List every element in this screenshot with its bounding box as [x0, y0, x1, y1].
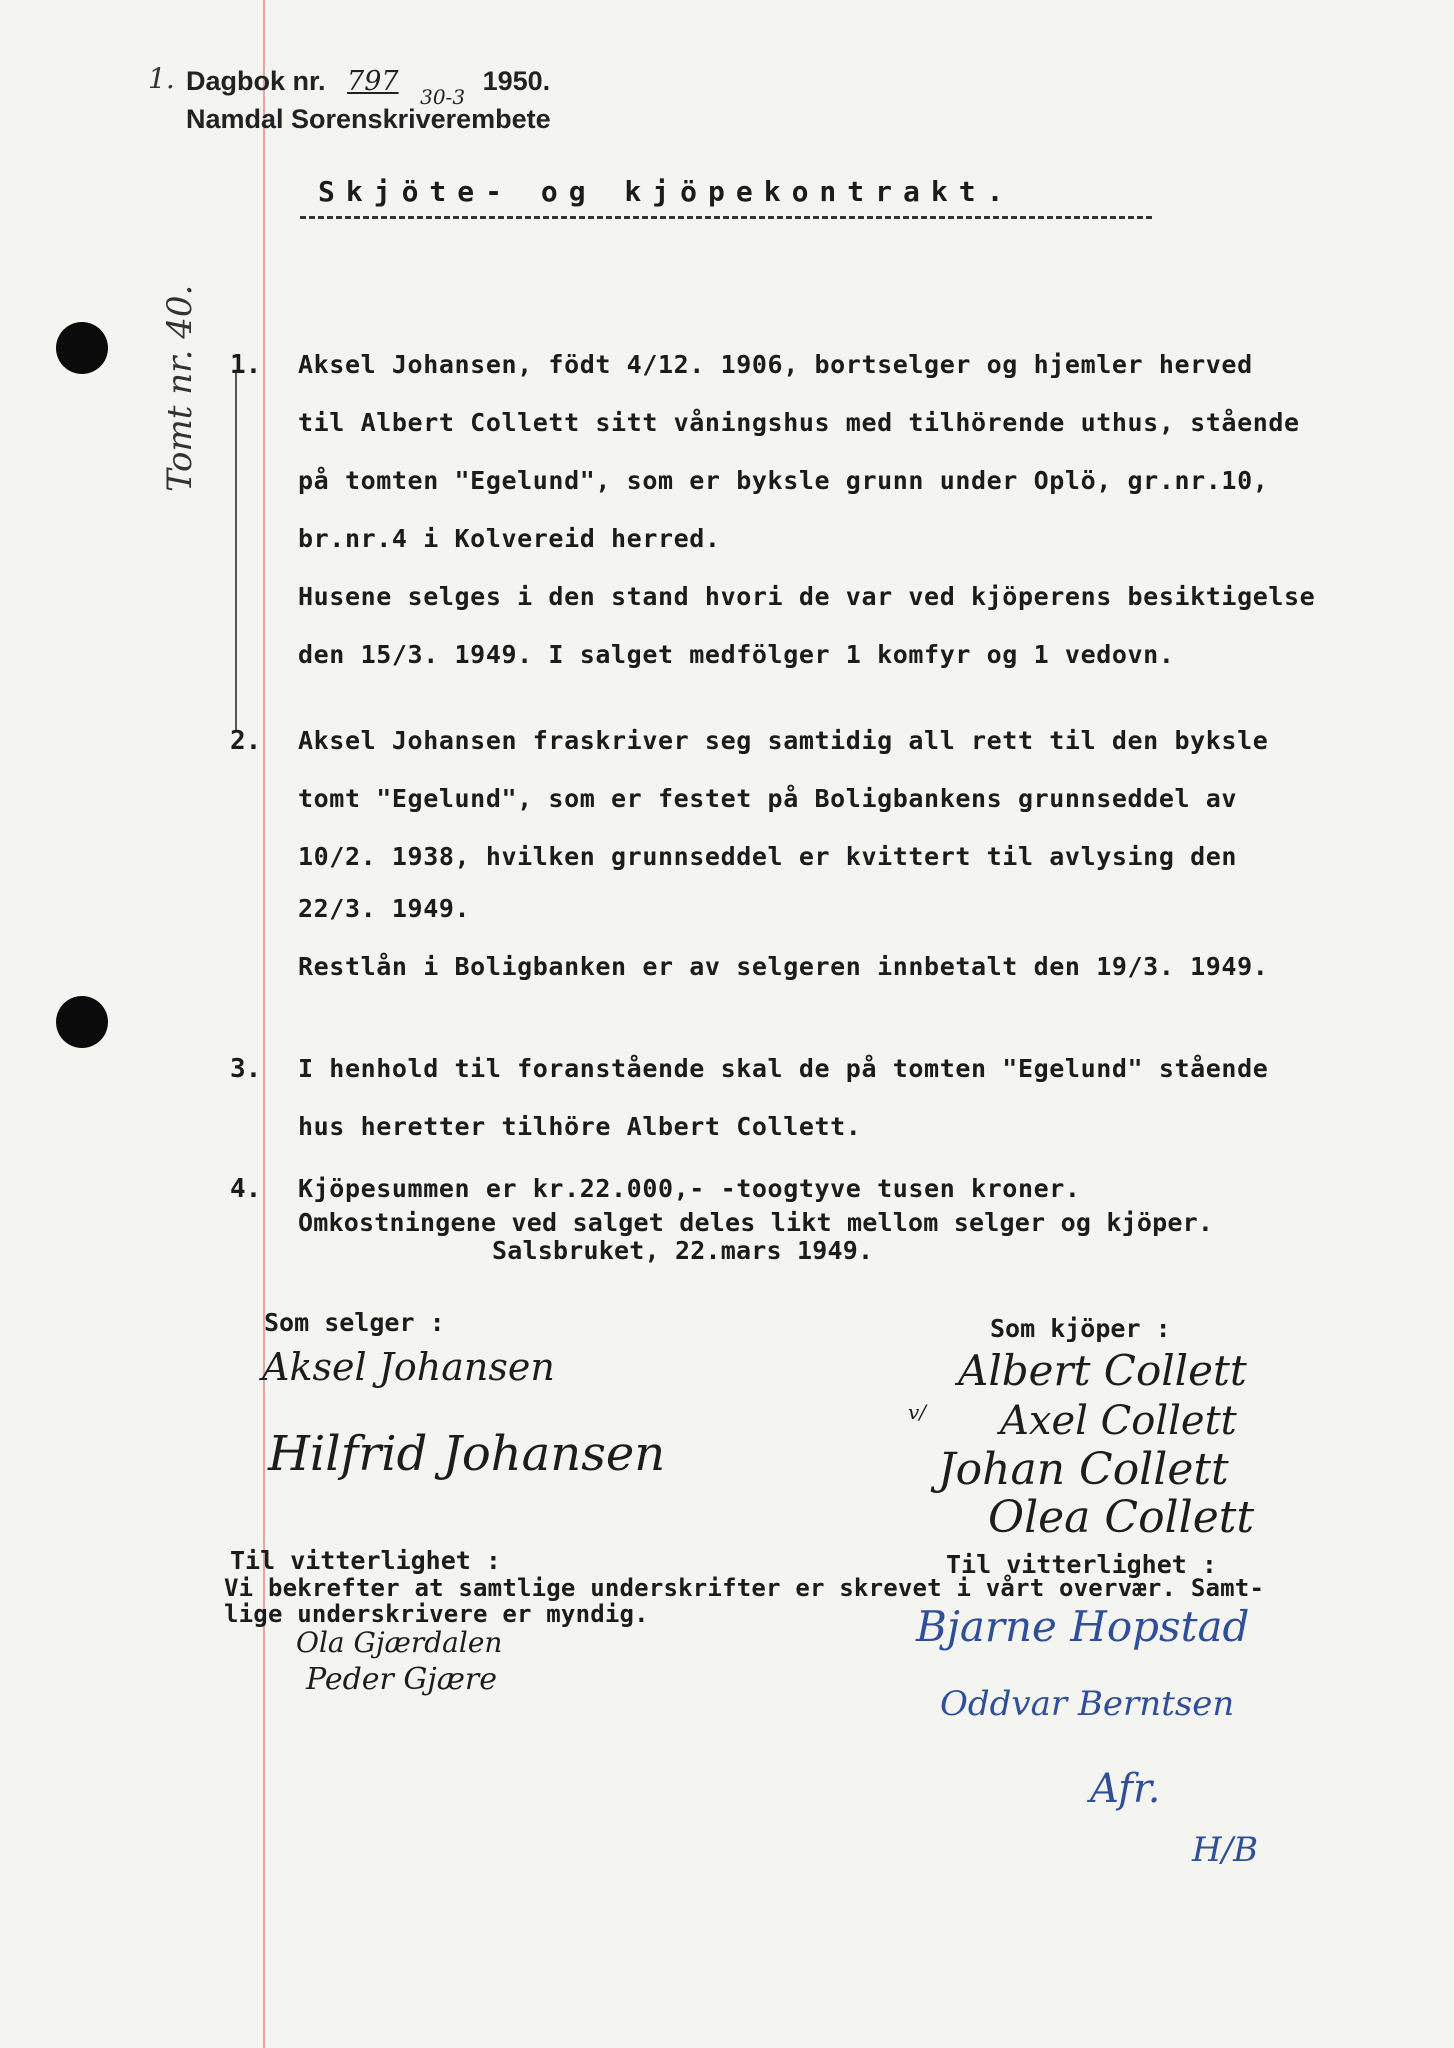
initials-signature: H/B — [1192, 1830, 1259, 1870]
margin-note-bracket — [235, 370, 237, 730]
buyer-signature: Johan Collett — [938, 1444, 1229, 1495]
witness-label-right: Til vitterlighet : — [946, 1550, 1217, 1579]
initials-signature: Afr. — [1090, 1766, 1161, 1812]
buyer-label: Som kjöper : — [990, 1314, 1171, 1343]
witness-label-left: Til vitterlighet : — [230, 1546, 501, 1575]
paragraph-number: 1. — [230, 350, 262, 380]
margin-note: Tomt nr. 40. — [160, 284, 200, 492]
punch-hole — [56, 322, 108, 374]
paragraph-number: 4. — [230, 1174, 262, 1204]
dagbok-number: 797 — [347, 66, 399, 97]
dagbok-year: 1950. — [482, 66, 551, 96]
seller-signature: Hilfrid Johansen — [268, 1426, 666, 1482]
title-underline — [300, 216, 1152, 219]
paragraph-line: 22/3. 1949. — [298, 894, 471, 923]
dagbok-label: Dagbok nr. — [186, 66, 326, 96]
witness-signature: Bjarne Hopstad — [916, 1602, 1250, 1651]
seller-signature: Aksel Johansen — [262, 1345, 555, 1389]
witness-statement-line: lige underskrivere er myndig. — [224, 1600, 649, 1628]
paragraph-number: 3. — [230, 1054, 262, 1084]
paragraph-line: 10/2. 1938, hvilken grunnseddel er kvittert til avlysing den — [298, 842, 1238, 871]
witness-statement-line: Vi bekrefter at samtlige underskrifter er skrevet i vårt overvær. Samt- — [224, 1574, 1265, 1602]
place-date-line: Salsbruket, 22.mars 1949. — [492, 1236, 874, 1265]
paragraph-line: Omkostningene ved salget deles likt mellom selger og kjöper. — [298, 1208, 1214, 1237]
buyer-signature: Olea Collett — [988, 1492, 1255, 1543]
registry-stamp — [186, 66, 551, 142]
paragraph-line: tomt "Egelund", som er festet på Boligbankens grunnseddel av — [298, 784, 1238, 813]
paragraph-line: Husene selges i den stand hvori de var ved kjöperens besiktigelse — [298, 582, 1316, 611]
paragraph-number: 2. — [230, 726, 262, 756]
margin-rule — [263, 0, 265, 2048]
paragraph-line: Kjöpesummen er kr.22.000,- -toogtyve tusen kroner. — [298, 1174, 1081, 1203]
page-number: 1. — [148, 62, 175, 95]
buyer-signature: Albert Collett — [958, 1346, 1247, 1395]
punch-hole — [56, 996, 108, 1048]
witness-signature: Peder Gjære — [306, 1662, 497, 1697]
buyer-signature: Axel Collett — [1000, 1398, 1237, 1444]
buyer-proxy-prefix: v/ — [908, 1400, 927, 1424]
paragraph-line: Aksel Johansen fraskriver seg samtidig all rett til den byksle — [298, 726, 1269, 755]
dagbok-date: 30-3 — [420, 85, 466, 109]
seller-label: Som selger : — [264, 1308, 445, 1337]
paragraph-line: hus heretter tilhöre Albert Collett. — [298, 1112, 862, 1141]
office-name: Namdal Sorenskriverembete — [186, 104, 551, 134]
paragraph-line: på tomten "Egelund", som er byksle grunn under Oplö, gr.nr.10, — [298, 466, 1269, 495]
paragraph-line: Restlån i Boligbanken er av selgeren innbetalt den 19/3. 1949. — [298, 952, 1269, 981]
paragraph-line: den 15/3. 1949. I salget medfölger 1 komfyr og 1 vedovn. — [298, 640, 1175, 669]
witness-signature: Ola Gjærdalen — [296, 1626, 503, 1659]
paragraph-line: br.nr.4 i Kolvereid herred. — [298, 524, 721, 553]
paragraph-line: I henhold til foranstående skal de på tomten "Egelund" stående — [298, 1054, 1269, 1083]
paragraph-line: Aksel Johansen, födt 4/12. 1906, bortselger og hjemler herved — [298, 350, 1253, 379]
document-title: Skjöte- og kjöpekontrakt. — [318, 175, 1015, 208]
paragraph-line: til Albert Collett sitt våningshus med tilhörende uthus, stående — [298, 408, 1300, 437]
witness-signature: Oddvar Berntsen — [940, 1684, 1235, 1724]
